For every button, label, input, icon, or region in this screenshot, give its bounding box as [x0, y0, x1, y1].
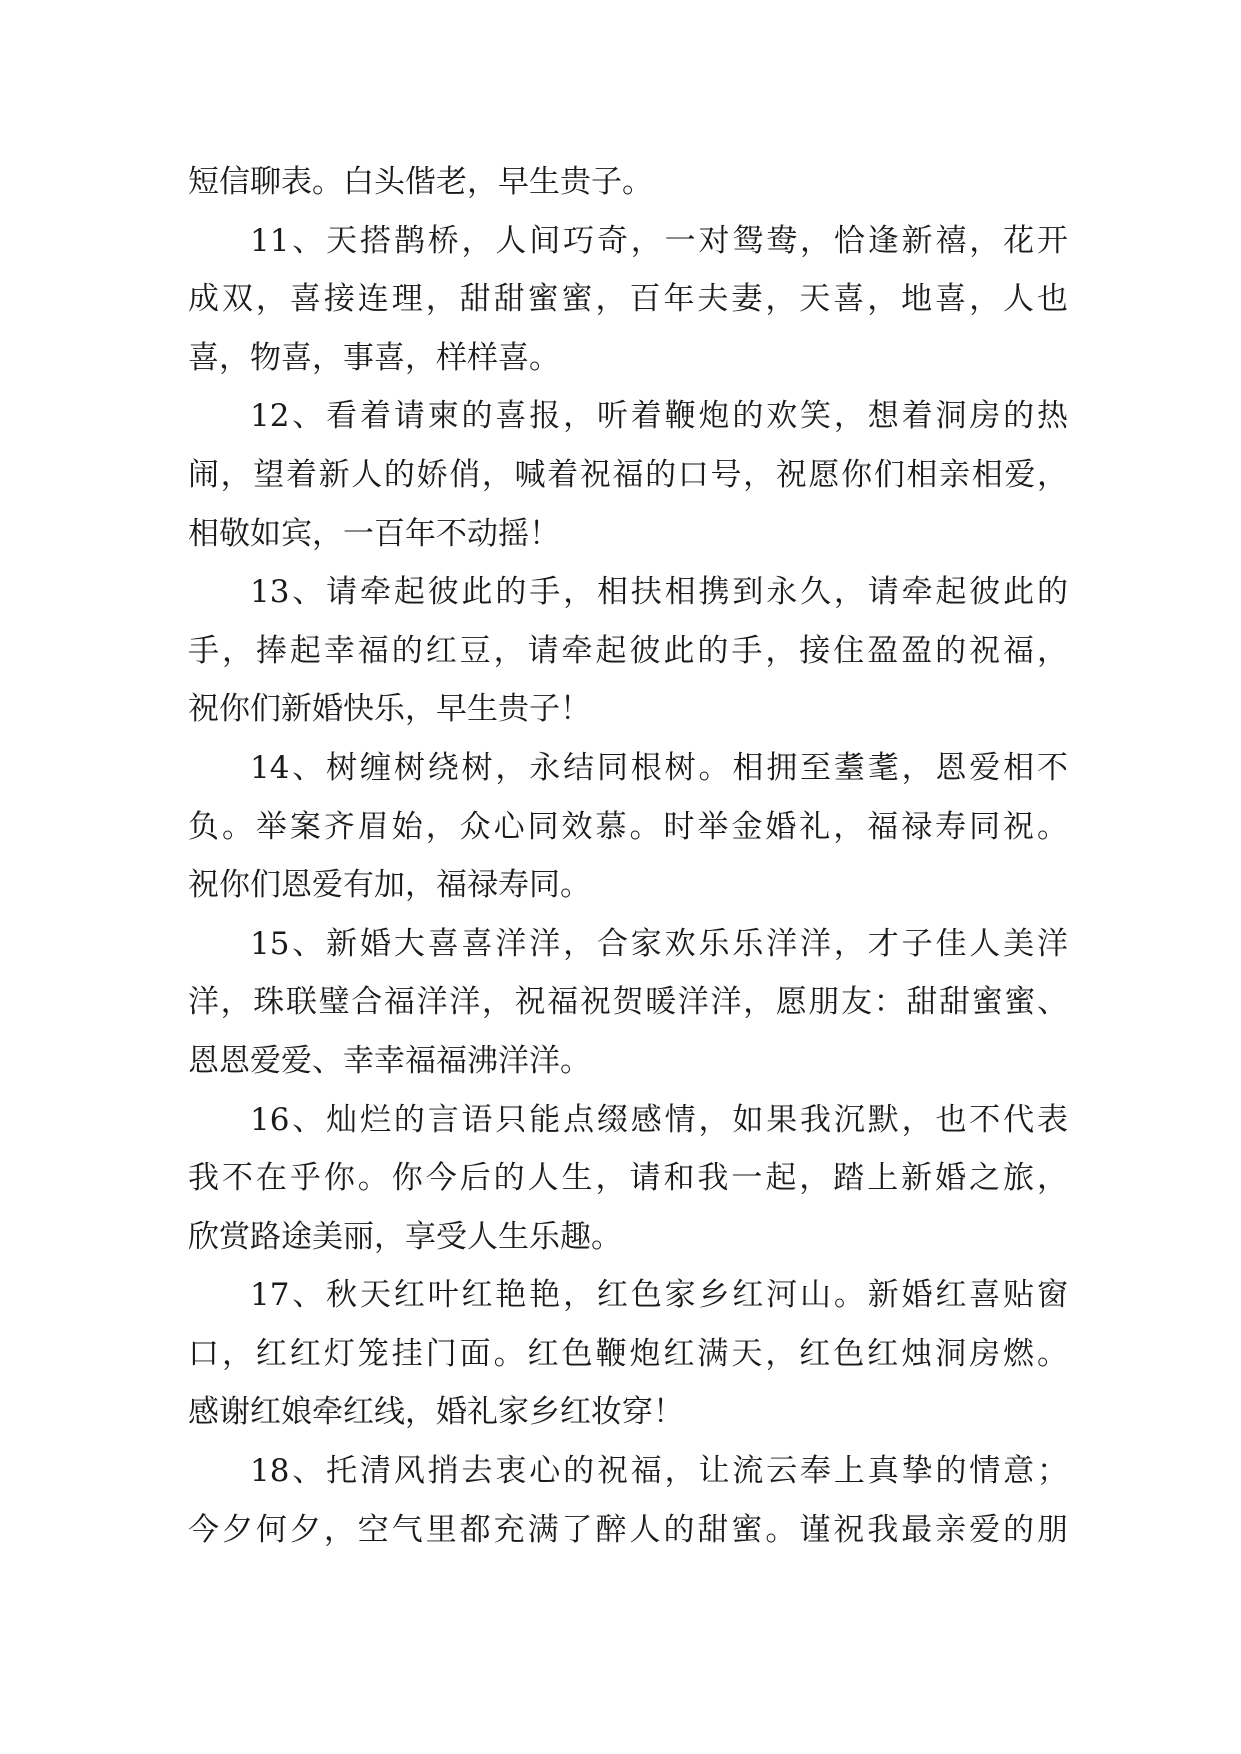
text-line: 口，红红灯笼挂门面。红色鞭炮红满天，红色红烛洞房燃。: [188, 1335, 1068, 1372]
paragraph-item-15: [188, 915, 1068, 1091]
text-line: 17、秋天红叶红艳艳，红色家乡红河山。新婚红喜贴窗: [250, 1277, 1068, 1314]
paragraph-item-17: [188, 1266, 1068, 1442]
text-line: 祝你们恩爱有加，福禄寿同。: [188, 867, 591, 904]
text-line: 洋，珠联璧合福洋洋，祝福祝贺暖洋洋，愿朋友：甜甜蜜蜜、: [188, 984, 1068, 1021]
text-line: 16、灿烂的言语只能点缀感情，如果我沉默，也不代表: [250, 1101, 1068, 1138]
text-line: 12、看着请柬的喜报，听着鞭炮的欢笑，想着洞房的热: [250, 398, 1068, 435]
text-line: 相敬如宾，一百年不动摇！: [188, 515, 560, 552]
text-line: 14、树缠树绕树，永结同根树。相拥至耋耄，恩爱相不: [250, 749, 1068, 786]
paragraph-item-18: [188, 1442, 1068, 1559]
paragraph-continuation: [188, 153, 1068, 212]
text-line: 负。举案齐眉始，众心同效慕。时举金婚礼，福禄寿同祝。: [188, 808, 1068, 845]
text-line: 闹，望着新人的娇俏，喊着祝福的口号，祝愿你们相亲相爱，: [188, 456, 1068, 493]
text-line: 手，捧起幸福的红豆，请牵起彼此的手，接住盈盈的祝福，: [188, 632, 1068, 669]
paragraph-item-13: [188, 563, 1068, 739]
text-line: 我不在乎你。你今后的人生，请和我一起，踏上新婚之旅，: [188, 1160, 1068, 1197]
paragraph-item-11: [188, 212, 1068, 388]
text-line: 感谢红娘牵红线，婚礼家乡红妆穿！: [188, 1394, 684, 1431]
paragraph-item-12: [188, 387, 1068, 563]
text-line: 18、托清风捎去衷心的祝福，让流云奉上真挚的情意；: [250, 1453, 1068, 1490]
text-line: 短信聊表。白头偕老，早生贵子。: [188, 164, 653, 200]
paragraph-item-16: [188, 1091, 1068, 1267]
text-line: 13、请牵起彼此的手，相扶相携到永久，请牵起彼此的: [250, 574, 1068, 611]
text-line: 成双，喜接连理，甜甜蜜蜜，百年夫妻，天喜，地喜，人也: [188, 281, 1068, 318]
text-line: 祝你们新婚快乐，早生贵子！: [188, 691, 591, 728]
paragraph-item-14: [188, 739, 1068, 915]
text-line: 今夕何夕，空气里都充满了醉人的甜蜜。谨祝我最亲爱的朋: [188, 1511, 1068, 1548]
text-line: 15、新婚大喜喜洋洋，合家欢乐乐洋洋，才子佳人美洋: [250, 925, 1068, 962]
text-line: 欣赏路途美丽，享受人生乐趣。: [188, 1218, 622, 1255]
text-line: 11、天搭鹊桥，人间巧奇，一对鸳鸯，恰逢新禧，花开: [250, 222, 1068, 259]
text-line: 喜，物喜，事喜，样样喜。: [188, 339, 560, 376]
text-line: 恩恩爱爱、幸幸福福沸洋洋。: [188, 1042, 591, 1079]
body-text: [188, 153, 1068, 1559]
